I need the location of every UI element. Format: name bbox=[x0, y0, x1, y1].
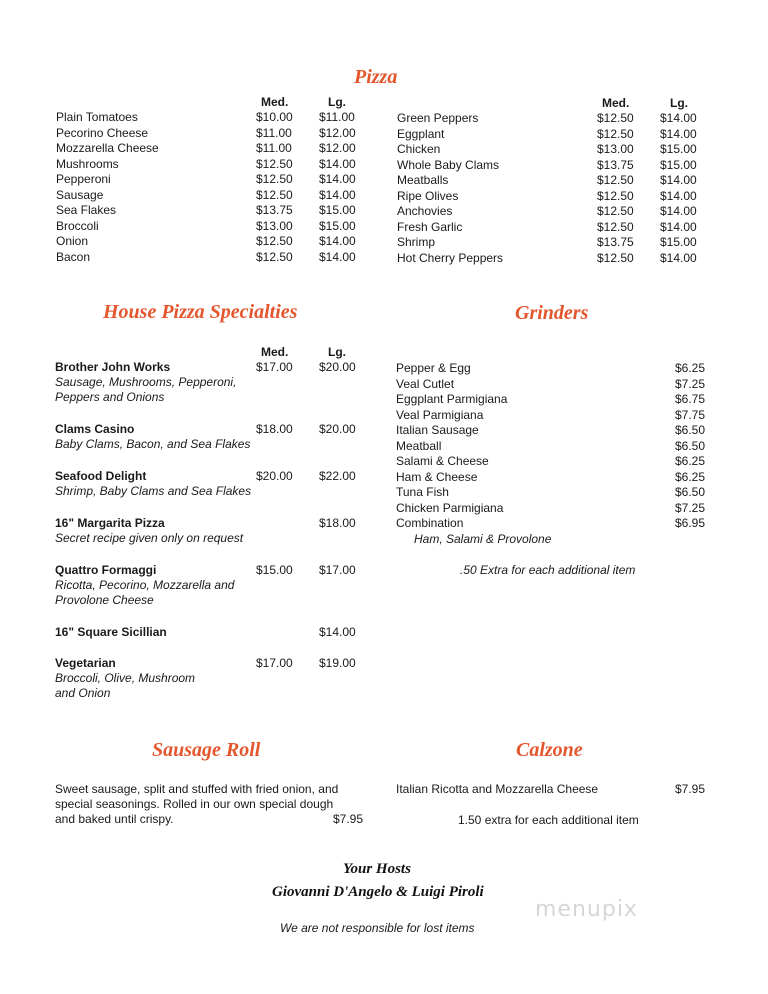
specialty-med-price: $20.00 bbox=[256, 469, 293, 483]
calzone-price: $7.95 bbox=[675, 782, 706, 796]
grinder-item-name: Eggplant Parmigiana bbox=[396, 392, 508, 406]
pizza-item-lg-price: $11.00 bbox=[319, 110, 355, 124]
grinder-item-price: $6.50 bbox=[675, 485, 706, 499]
specialty-lg-price: $19.00 bbox=[319, 656, 356, 670]
pizza-item-name: Bacon bbox=[56, 249, 91, 264]
pizza-item-lg-price: $15.00 bbox=[319, 203, 356, 217]
pizza-item-lg-price: $15.00 bbox=[319, 218, 356, 233]
pizza-item-name: Ripe Olives bbox=[397, 188, 459, 203]
specialty-lg-price: $22.00 bbox=[319, 469, 356, 483]
calzone-desc: Italian Ricotta and Mozzarella Cheese bbox=[396, 782, 599, 796]
pizza-item-name: Eggplant bbox=[397, 126, 445, 141]
pizza-item-lg-price: $14.00 bbox=[660, 111, 697, 125]
grinder-item-price: $7.25 bbox=[675, 376, 706, 391]
specialty-lg-price: $20.00 bbox=[319, 422, 356, 436]
pizza-item-name: Hot Cherry Peppers bbox=[397, 250, 504, 265]
specialty-med-price: $15.00 bbox=[256, 563, 293, 577]
pizza-item-med-price: $13.00 bbox=[256, 218, 293, 233]
grinder-item-name: Chicken Parmigiana bbox=[396, 500, 504, 515]
specialty-item bbox=[55, 562, 234, 608]
specialty-desc: Sausage, Mushrooms, Pepperoni, bbox=[55, 375, 237, 389]
grinder-item-name: Salami & Cheese bbox=[396, 454, 489, 468]
pizza-item-med-price: $12.50 bbox=[597, 219, 634, 234]
pizza-item-name: Plain Tomatoes bbox=[56, 110, 138, 124]
grinder-item-price: $6.75 bbox=[675, 392, 706, 406]
pizza-item-lg-price: $14.00 bbox=[660, 173, 697, 187]
pizza-right-lg-header: Lg. bbox=[670, 96, 688, 110]
grinder-item-name: Combination bbox=[396, 516, 464, 530]
pizza-item-lg-price: $14.00 bbox=[319, 156, 356, 171]
pizza-item-lg-price: $14.00 bbox=[660, 126, 697, 141]
pizza-item-lg-price: $14.00 bbox=[319, 249, 356, 264]
grinder-item-price: $7.25 bbox=[675, 500, 706, 515]
pizza-item-med-price: $13.75 bbox=[597, 157, 634, 172]
pizza-heading: Pizza bbox=[354, 66, 398, 88]
specialty-desc: Secret recipe given only on request bbox=[55, 531, 244, 545]
specialty-med-price: $17.00 bbox=[256, 360, 293, 374]
pizza-item-lg-price: $14.00 bbox=[660, 219, 697, 234]
specialty-name: 16" Square Sicillian bbox=[55, 625, 167, 639]
pizza-item-med-price: $12.50 bbox=[597, 111, 634, 125]
specialty-desc: Baby Clams, Bacon, and Sea Flakes bbox=[55, 437, 251, 451]
specialty-name: Vegetarian bbox=[55, 656, 116, 670]
specialty-item bbox=[55, 655, 195, 701]
pizza-item-lg-price: $14.00 bbox=[319, 234, 356, 248]
pizza-item-med-price: $12.50 bbox=[256, 187, 293, 202]
specialty-desc-line2: and Onion bbox=[55, 686, 111, 700]
pizza-item-name: Meatballs bbox=[397, 173, 449, 187]
grinder-item-name: Ham & Cheese bbox=[396, 469, 478, 484]
pizza-item-name: Mozzarella Cheese bbox=[56, 141, 159, 155]
grinder-item-price: $6.50 bbox=[675, 438, 706, 453]
pizza-item-med-price: $13.00 bbox=[597, 142, 634, 156]
grinders-extra-note: .50 Extra for each additional item bbox=[460, 563, 636, 577]
specialty-lg-price: $18.00 bbox=[319, 516, 356, 530]
specialties-heading: House Pizza Specialties bbox=[103, 301, 298, 323]
pizza-item-med-price: $11.00 bbox=[256, 141, 292, 155]
pizza-item-name: Sea Flakes bbox=[56, 203, 117, 217]
grinder-item-price: $6.25 bbox=[675, 454, 706, 468]
specialty-item bbox=[55, 359, 236, 405]
grinders-combination-desc: Ham, Salami & Provolone bbox=[414, 532, 552, 546]
calzone-heading: Calzone bbox=[516, 739, 583, 761]
hosts-names: Giovanni D'Angelo & Luigi Piroli bbox=[272, 884, 484, 900]
pizza-item-lg-price: $14.00 bbox=[660, 250, 697, 265]
pizza-item-name: Anchovies bbox=[397, 204, 453, 218]
sausage-roll-desc-line1: Sweet sausage, split and stuffed with fried onion, and bbox=[55, 782, 339, 796]
pizza-item-lg-price: $15.00 bbox=[660, 142, 697, 156]
pizza-item-lg-price: $15.00 bbox=[660, 235, 697, 249]
hosts-label: Your Hosts bbox=[343, 861, 411, 877]
grinder-item-name: Meatball bbox=[396, 438, 442, 453]
sausage-roll-desc-line2: special seasonings. Rolled in our own special dough bbox=[55, 797, 334, 811]
pizza-item-med-price: $12.50 bbox=[597, 126, 634, 141]
specialty-desc-line2: Peppers and Onions bbox=[55, 390, 165, 404]
pizza-item-lg-price: $14.00 bbox=[660, 188, 697, 203]
grinder-item-name: Veal Cutlet bbox=[396, 376, 455, 391]
specialty-desc: Ricotta, Pecorino, Mozzarella and bbox=[55, 578, 235, 592]
pizza-item-name: Whole Baby Clams bbox=[397, 157, 500, 172]
grinder-item-price: $6.25 bbox=[675, 361, 706, 375]
sausage-roll-price: $7.95 bbox=[333, 812, 364, 826]
specialty-desc: Broccoli, Olive, Mushroom bbox=[55, 671, 196, 685]
grinder-item-name: Italian Sausage bbox=[396, 423, 479, 437]
sausage-roll-desc-line3: and baked until crispy. bbox=[55, 812, 174, 826]
specialty-name: 16" Margarita Pizza bbox=[55, 516, 165, 530]
grinder-item-name: Veal Parmigiana bbox=[396, 407, 484, 422]
pizza-item-name: Chicken bbox=[397, 142, 441, 156]
pizza-item-lg-price: $14.00 bbox=[319, 187, 356, 202]
pizza-item-name: Onion bbox=[56, 234, 89, 248]
pizza-item-name: Pecorino Cheese bbox=[56, 125, 149, 140]
specialty-name: Quattro Formaggi bbox=[55, 563, 157, 577]
specialty-lg-price: $17.00 bbox=[319, 563, 356, 577]
disclaimer: We are not responsible for lost items bbox=[280, 921, 475, 935]
pizza-item-name: Sausage bbox=[56, 187, 104, 202]
specialty-lg-price: $20.00 bbox=[319, 360, 356, 374]
pizza-item-med-price: $12.50 bbox=[597, 173, 634, 187]
specialty-lg-price: $14.00 bbox=[319, 625, 356, 639]
pizza-item-med-price: $12.50 bbox=[597, 204, 634, 218]
grinder-item-price: $7.75 bbox=[675, 407, 706, 422]
pizza-item-lg-price: $14.00 bbox=[319, 172, 356, 186]
specialty-desc: Shrimp, Baby Clams and Sea Flakes bbox=[55, 484, 252, 498]
specialties-med-header: Med. bbox=[261, 345, 289, 359]
pizza-item-med-price: $12.50 bbox=[597, 250, 634, 265]
grinder-item-price: $6.50 bbox=[675, 423, 706, 437]
grinder-item-name: Tuna Fish bbox=[396, 485, 449, 499]
grinder-item-name: Pepper & Egg bbox=[396, 361, 471, 375]
specialty-name: Seafood Delight bbox=[55, 469, 147, 483]
calzone-extra-note: 1.50 extra for each additional item bbox=[458, 813, 639, 827]
pizza-left-lg-header: Lg. bbox=[328, 95, 346, 109]
sausage-roll-heading: Sausage Roll bbox=[152, 739, 261, 761]
pizza-item-med-price: $13.75 bbox=[256, 203, 293, 217]
pizza-item-med-price: $11.00 bbox=[256, 125, 292, 140]
pizza-item-lg-price: $12.00 bbox=[319, 141, 356, 155]
pizza-item-med-price: $12.50 bbox=[256, 249, 293, 264]
pizza-item-name: Fresh Garlic bbox=[397, 219, 463, 234]
specialty-med-price: $17.00 bbox=[256, 656, 293, 670]
pizza-item-med-price: $10.00 bbox=[256, 110, 293, 124]
pizza-item-med-price: $12.50 bbox=[597, 188, 634, 203]
specialties-lg-header: Lg. bbox=[328, 345, 346, 359]
pizza-right-med-header: Med. bbox=[602, 96, 630, 110]
pizza-item-lg-price: $12.00 bbox=[319, 125, 356, 140]
pizza-left-med-header: Med. bbox=[261, 95, 289, 109]
pizza-item-name: Green Peppers bbox=[397, 111, 479, 125]
pizza-item-name: Broccoli bbox=[56, 218, 99, 233]
pizza-item-lg-price: $14.00 bbox=[660, 204, 697, 218]
menupix-watermark: menupix bbox=[535, 897, 638, 922]
pizza-item-med-price: $12.50 bbox=[256, 234, 293, 248]
pizza-item-med-price: $13.75 bbox=[597, 235, 634, 249]
grinder-item-price: $6.25 bbox=[675, 469, 706, 484]
pizza-item-med-price: $12.50 bbox=[256, 172, 293, 186]
specialty-item bbox=[55, 624, 167, 640]
specialty-desc-line2: Provolone Cheese bbox=[55, 593, 154, 607]
specialty-name: Brother John Works bbox=[55, 360, 171, 374]
specialty-name: Clams Casino bbox=[55, 422, 135, 436]
pizza-item-name: Mushrooms bbox=[56, 156, 119, 171]
pizza-item-name: Pepperoni bbox=[56, 172, 111, 186]
pizza-item-med-price: $12.50 bbox=[256, 156, 293, 171]
specialty-item bbox=[55, 468, 251, 499]
specialty-med-price: $18.00 bbox=[256, 422, 293, 436]
pizza-item-name: Shrimp bbox=[397, 235, 436, 249]
grinders-heading: Grinders bbox=[515, 302, 589, 324]
grinder-item-price: $6.95 bbox=[675, 516, 706, 530]
specialty-item bbox=[55, 421, 250, 452]
specialty-item bbox=[55, 515, 243, 546]
pizza-item-lg-price: $15.00 bbox=[660, 157, 697, 172]
